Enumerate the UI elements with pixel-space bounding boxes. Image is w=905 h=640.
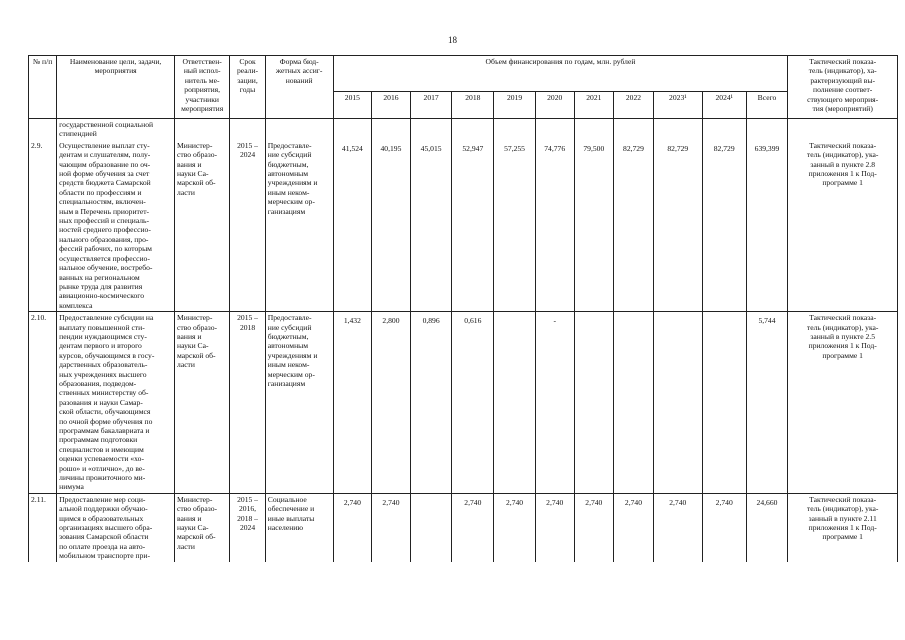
- row-value: 82,729: [653, 140, 702, 312]
- header-year: 2021: [574, 92, 614, 119]
- header-name: Наименование цели, задачи, мероприятия: [57, 56, 175, 119]
- row-form: Предоставле- ние субсидий бюджетным, автономным учреждениям и иным неком- мерческим ор- ганизациям: [265, 140, 333, 312]
- row-value: 82,729: [614, 140, 654, 312]
- header-row-1: [29, 56, 898, 92]
- row-value: 0,896: [410, 312, 452, 494]
- funding-table: [28, 55, 898, 562]
- header-num: № п/п: [29, 56, 57, 119]
- row-value: 57,255: [494, 140, 536, 312]
- row-value: 2,740: [653, 493, 702, 561]
- header-year: 2022: [614, 92, 654, 119]
- row-term: 2015 – 2016, 2018 – 2024: [230, 493, 265, 561]
- row-value: [702, 312, 746, 494]
- header-total: Всего: [746, 92, 788, 119]
- row-form: Предоставле- ние субсидий бюджетным, автономным учреждениям и иным неком- мерческим ор- ганизациям: [265, 312, 333, 494]
- table-body: [29, 140, 898, 562]
- row-number: 2.11.: [29, 493, 57, 561]
- row-value: 2,800: [372, 312, 411, 494]
- continuation-row: [29, 119, 898, 140]
- row-value: -: [535, 312, 574, 494]
- row-value: 2,740: [535, 493, 574, 561]
- table-row: [29, 493, 898, 561]
- row-value: [410, 493, 452, 561]
- row-value: 79,500: [574, 140, 614, 312]
- row-value: 45,015: [410, 140, 452, 312]
- row-indicator: Тактический показа- тель (индикатор), ука- занный в пункте 2.8 приложения 1 к Под- программе 1: [788, 140, 898, 312]
- row-name: Предоставление мер соци- альной поддержки обучаю- щимся в образовательных организациях высшего обра- зования Самарской области по оплате проезда на авто- мобильном транспорте при-: [57, 493, 175, 561]
- row-value: 2,740: [372, 493, 411, 561]
- row-number: 2.10.: [29, 312, 57, 494]
- row-value: 41,524: [333, 140, 372, 312]
- table-row: [29, 140, 898, 312]
- header-year: 2018: [452, 92, 494, 119]
- row-value: [653, 312, 702, 494]
- row-value: [614, 312, 654, 494]
- row-name: Осуществление выплат сту- дентам и слушателям, полу- чающим образование по оч- ной форме обучения за счет средств бюджета Самарской области по профессиям и специальностям, включен- ным в Перечень приоритет- ных профессий и специаль- ностей среднего профессио- нального образования, про- фессий рабочих, по которым осуществляется профессио- нальное обучение, востребо- ванных на региональном рынке труда для развития авиационно-космического комплекса: [57, 140, 175, 312]
- row-total: 24,660: [746, 493, 788, 561]
- row-term: 2015 – 2024: [230, 140, 265, 312]
- row-value: 74,776: [535, 140, 574, 312]
- row-form: Социальное обеспечение и иные выплаты населению: [265, 493, 333, 561]
- row-name: Предоставление субсидии на выплату повышенной сти- пендии нуждающимся сту- дентам первого и второго курсов, обучающимся в госу- дарственных образователь- ных учреждениях высшего образования, подведом- ственных министерству об- разования и науки Самар- ской области, обучающимся по очной форме обучения по программам бакалавриата и программам подготовки специалистов и имеющим оценки успеваемости «хо- рошо» и «отлично», до ве- личины прожиточного ми- нимума: [57, 312, 175, 494]
- row-value: [494, 312, 536, 494]
- row-value: 1,432: [333, 312, 372, 494]
- header-year: 2024¹: [702, 92, 746, 119]
- row-responsible: Министер- ство образо- вания и науки Са- марской об- ласти: [175, 312, 230, 494]
- row-total: 639,399: [746, 140, 788, 312]
- row-term: 2015 – 2018: [230, 312, 265, 494]
- row-value: 52,947: [452, 140, 494, 312]
- header-year: 2016: [372, 92, 411, 119]
- row-responsible: Министер- ство образо- вания и науки Са- марской об- ласти: [175, 140, 230, 312]
- continuation-text: государственной социальной стипендией: [57, 119, 175, 140]
- header-form: Форма бюд- жетных ассиг- нований: [265, 56, 333, 119]
- row-value: 2,740: [574, 493, 614, 561]
- header-year: 2020: [535, 92, 574, 119]
- header-year: 2023¹: [653, 92, 702, 119]
- row-value: 2,740: [333, 493, 372, 561]
- table-row: [29, 312, 898, 494]
- row-value: 0,616: [452, 312, 494, 494]
- header-responsible: Ответствен- ный испол- нитель ме- роприятия, участники мероприятия: [175, 56, 230, 119]
- row-indicator: Тактический показа- тель (индикатор), ука- занный в пункте 2.11 приложения 1 к Под- программе 1: [788, 493, 898, 561]
- header-funding: Объем финансирования по годам, млн. рублей: [333, 56, 788, 92]
- header-term: Срок реали- зации, годы: [230, 56, 265, 119]
- row-total: 5,744: [746, 312, 788, 494]
- row-value: 2,740: [702, 493, 746, 561]
- row-value: 82,729: [702, 140, 746, 312]
- row-value: 40,195: [372, 140, 411, 312]
- row-responsible: Министер- ство образо- вания и науки Са- марской об- ласти: [175, 493, 230, 561]
- row-value: [574, 312, 614, 494]
- page-number: 18: [448, 35, 457, 45]
- header-indicator: Тактический показа- тель (индикатор), ха- рактеризующий вы- полнение соответ- ствующего мероприя- тия (мероприятий): [788, 56, 898, 119]
- header-year: 2019: [494, 92, 536, 119]
- row-value: 2,740: [452, 493, 494, 561]
- row-value: 2,740: [494, 493, 536, 561]
- header-year: 2017: [410, 92, 452, 119]
- row-indicator: Тактический показа- тель (индикатор), ука- занный в пункте 2.5 приложения 1 к Под- программе 1: [788, 312, 898, 494]
- header-year: 2015: [333, 92, 372, 119]
- row-value: 2,740: [614, 493, 654, 561]
- row-number: 2.9.: [29, 140, 57, 312]
